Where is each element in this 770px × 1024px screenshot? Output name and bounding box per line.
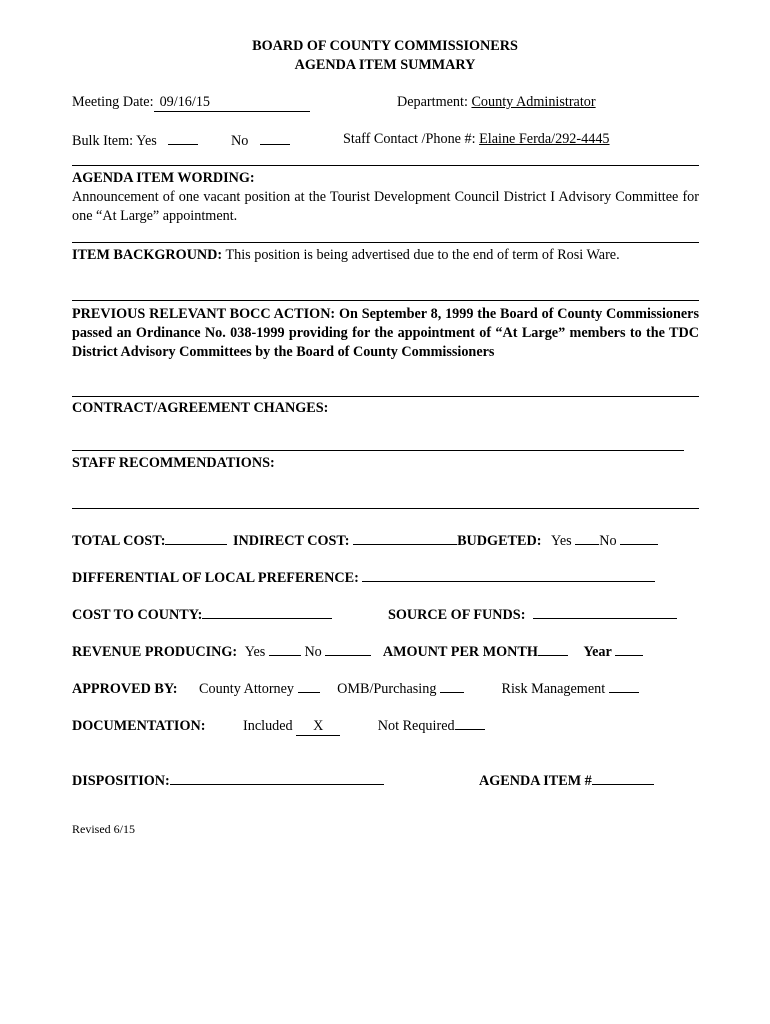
department-value[interactable]: County Administrator bbox=[471, 94, 596, 110]
cost-to-county-row bbox=[72, 605, 332, 624]
omb-purchasing-label: OMB/Purchasing bbox=[337, 681, 437, 697]
county-attorney-label: County Attorney bbox=[199, 681, 295, 697]
staff-recommendations-heading: STAFF RECOMMENDATIONS: bbox=[72, 455, 275, 471]
cost-to-county-label: COST TO COUNTY: bbox=[72, 607, 203, 623]
source-of-funds-row bbox=[388, 605, 677, 624]
divider bbox=[72, 450, 684, 451]
amount-per-month-label: AMOUNT PER MONTH bbox=[382, 644, 538, 660]
revenue-no-field[interactable] bbox=[325, 642, 371, 656]
budgeted-label: BUDGETED: bbox=[457, 533, 542, 549]
bulk-item-no-label: No bbox=[231, 133, 249, 149]
cost-row bbox=[72, 531, 658, 550]
background-row bbox=[72, 247, 620, 264]
bulk-item-yes-field[interactable] bbox=[168, 131, 198, 145]
wording-text: Announcement of one vacant position at the Tourist Development Council District I Advisory Committee for one “At Large” appointment. bbox=[72, 189, 699, 224]
source-of-funds-field[interactable] bbox=[533, 605, 677, 619]
staff-contact-row bbox=[343, 131, 610, 148]
budgeted-yes-label: Yes bbox=[551, 533, 572, 549]
bulk-item-no-row bbox=[231, 131, 290, 150]
department-label: Department: bbox=[397, 94, 468, 110]
source-of-funds-label: SOURCE OF FUNDS: bbox=[388, 607, 526, 623]
budgeted-no-field[interactable] bbox=[620, 531, 658, 545]
meeting-date-row bbox=[72, 94, 310, 112]
disposition-label: DISPOSITION: bbox=[72, 773, 170, 789]
year-label: Year bbox=[583, 644, 612, 660]
bulk-item-no-field[interactable] bbox=[260, 131, 290, 145]
not-required-field[interactable] bbox=[455, 716, 485, 730]
included-field[interactable]: X bbox=[296, 719, 340, 736]
risk-management-field[interactable] bbox=[609, 679, 639, 693]
indirect-cost-field[interactable] bbox=[353, 531, 457, 545]
approved-by-label: APPROVED BY: bbox=[72, 681, 178, 697]
differential-label: DIFFERENTIAL OF LOCAL PREFERENCE: bbox=[72, 570, 359, 586]
background-heading: ITEM BACKGROUND: bbox=[72, 247, 223, 263]
revenue-yes-field[interactable] bbox=[269, 642, 301, 656]
divider bbox=[72, 165, 699, 166]
divider bbox=[72, 242, 699, 243]
omb-purchasing-field[interactable] bbox=[440, 679, 464, 693]
documentation-row bbox=[72, 716, 485, 736]
meeting-date-value[interactable]: 09/16/15 bbox=[154, 95, 310, 112]
revised-note: Revised 6/15 bbox=[72, 822, 135, 836]
cost-to-county-field[interactable] bbox=[202, 605, 332, 619]
differential-row bbox=[72, 568, 655, 587]
background-text: This position is being advertised due to the end of term of Rosi Ware. bbox=[225, 247, 620, 263]
form-subtitle: AGENDA ITEM SUMMARY bbox=[294, 57, 476, 73]
bulk-item-row bbox=[72, 131, 198, 150]
differential-field[interactable] bbox=[362, 568, 655, 582]
agenda-item-row bbox=[479, 771, 654, 790]
budgeted-no-label: No bbox=[599, 533, 617, 549]
form-title: BOARD OF COUNTY COMMISSIONERS bbox=[252, 38, 518, 54]
divider bbox=[72, 300, 699, 301]
disposition-field[interactable] bbox=[170, 771, 384, 785]
included-label: Included bbox=[243, 718, 293, 734]
risk-management-label: Risk Management bbox=[501, 681, 606, 697]
department-row bbox=[397, 94, 596, 111]
bulk-item-label: Bulk Item: bbox=[72, 133, 134, 149]
revenue-row bbox=[72, 642, 643, 661]
total-cost-label: TOTAL COST: bbox=[72, 533, 166, 549]
staff-contact-value[interactable]: Elaine Ferda/292-4445 bbox=[479, 131, 610, 147]
disposition-row bbox=[72, 771, 384, 790]
meeting-date-label: Meeting Date: bbox=[72, 94, 154, 110]
wording-heading: AGENDA ITEM WORDING: bbox=[72, 170, 255, 186]
previous-action-text: PREVIOUS RELEVANT BOCC ACTION: On September 8, 1999 the Board of County Commissioners passed an Ordinance No. 038-1999 providing for the appointment of “At Large” members to the TDC District Advisory Committees by the Board of County Commissioners bbox=[72, 306, 699, 360]
budgeted-yes-field[interactable] bbox=[575, 531, 599, 545]
amount-per-month-field[interactable] bbox=[538, 642, 568, 656]
total-cost-field[interactable] bbox=[165, 531, 227, 545]
contract-heading: CONTRACT/AGREEMENT CHANGES: bbox=[72, 400, 329, 416]
agenda-item-field[interactable] bbox=[592, 771, 654, 785]
divider bbox=[72, 508, 699, 509]
staff-contact-label: Staff Contact /Phone #: bbox=[343, 131, 476, 147]
not-required-label: Not Required bbox=[377, 718, 455, 734]
documentation-label: DOCUMENTATION: bbox=[72, 718, 206, 734]
approved-row bbox=[72, 679, 639, 698]
revenue-producing-label: REVENUE PRODUCING: bbox=[72, 644, 238, 660]
indirect-cost-label: INDIRECT COST: bbox=[232, 533, 350, 549]
divider bbox=[72, 396, 699, 397]
county-attorney-field[interactable] bbox=[298, 679, 320, 693]
revenue-no-label: No bbox=[304, 644, 322, 660]
bulk-item-yes-label: Yes bbox=[136, 133, 157, 149]
year-field[interactable] bbox=[615, 642, 643, 656]
agenda-item-label: AGENDA ITEM # bbox=[479, 773, 592, 789]
revenue-yes-label: Yes bbox=[244, 644, 266, 660]
